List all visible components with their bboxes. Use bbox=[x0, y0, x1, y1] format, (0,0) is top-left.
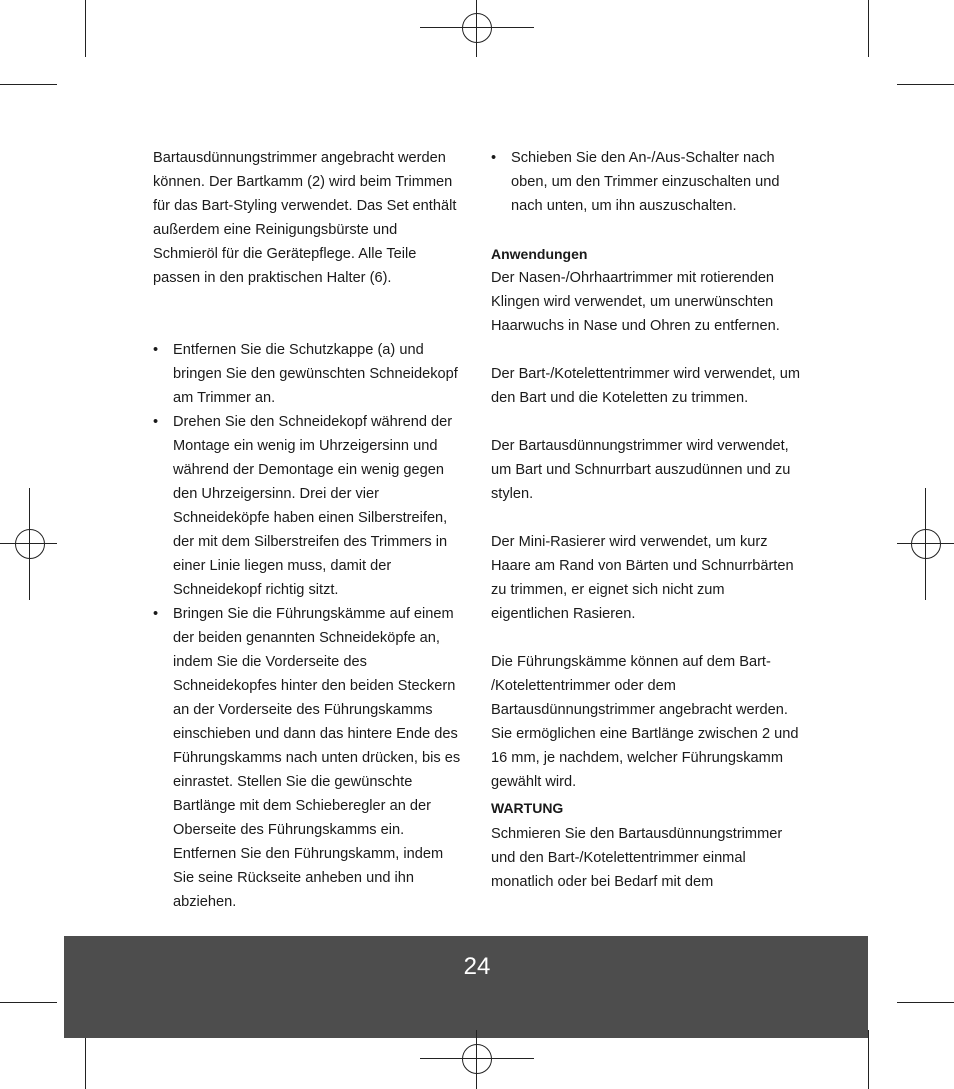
list-item: • Bringen Sie die Führungskämme auf einem der beiden genannten Schneideköpfe an, indem Sie die Vorderseite des Schneidekopfes hinter den beiden Steckern an der Vorderseite des Führungskamms einschieben und dann das hintere Ende des Führungskamms nach unten drücken, bis es einrastet. Stellen Sie die gewünschte Bartlänge mit dem Schieberegler an der Oberseite des Führungskamms ein. Entfernen Sie den Führungskamm, indem Sie seine Rückseite anheben und ihn abziehen. bbox=[153, 602, 465, 914]
list-item: • Entfernen Sie die Schutzkappe (a) und bringen Sie den gewünschten Schneidekopf am Trimmer an. bbox=[153, 338, 465, 410]
usage-paragraph: Der Bart-/Kotelettentrimmer wird verwendet, um den Bart und die Koteletten zu trimmen. bbox=[491, 366, 800, 406]
section-heading-usage: Anwendungen bbox=[491, 246, 588, 262]
bullet-icon: • bbox=[491, 150, 497, 166]
bullet-icon: • bbox=[153, 414, 159, 430]
section-heading-maintenance: WARTUNG bbox=[491, 800, 564, 816]
bullet-icon: • bbox=[153, 606, 159, 622]
switch-instruction-list bbox=[491, 146, 806, 218]
left-column bbox=[153, 146, 465, 914]
list-item: • Schieben Sie den An-/Aus-Schalter nach oben, um den Trimmer einzuschalten und nach unten, um ihn auszuschalten. bbox=[491, 146, 806, 218]
usage-paragraph: Der Mini-Rasierer wird verwendet, um kurz Haare am Rand von Bärten und Schnurrbärten zu trimmen, er eignet sich nicht zum eigentlichen Rasieren. bbox=[491, 534, 794, 622]
bullet-icon: • bbox=[153, 342, 159, 358]
page-number: 24 bbox=[463, 953, 491, 980]
maintenance-paragraph: Schmieren Sie den Bartausdünnungstrimmer und den Bart-/Kotelettentrimmer einmal monatlich oder bei Bedarf mit dem bbox=[491, 826, 783, 890]
right-column bbox=[491, 146, 806, 894]
instruction-list bbox=[153, 338, 465, 914]
list-item: • Drehen Sie den Schneidekopf während der Montage ein wenig im Uhrzeigersinn und während der Demontage ein wenig gegen den Uhrzeigersinn. Drei der vier Schneideköpfe haben einen Silberstreifen, der mit dem Silberstreifen des Trimmers in einer Linie liegen muss, damit der Schneidekopf richtig sitzt. bbox=[153, 410, 465, 602]
intro-paragraph: Bartausdünnungstrimmer angebracht werden können. Der Bartkamm (2) wird beim Trimmen für das Bart-Styling verwendet. Das Set enthält außerdem eine Reinigungsbürste und Schmieröl für die Gerätepflege. Alle Teile passen in den praktischen Halter (6). bbox=[153, 150, 457, 286]
usage-paragraph: Der Nasen-/Ohrhaartrimmer mit rotierenden Klingen wird verwendet, um unerwünschten Haarwuchs in Nase und Ohren zu entfernen. bbox=[491, 270, 780, 334]
usage-paragraph: Die Führungskämme können auf dem Bart- /Kotelettentrimmer oder dem Bartausdünnungstrimmer angebracht werden. Sie ermöglichen eine Bartlänge zwischen 2 und 16 mm, je nachdem, welcher Führungskamm gewählt wird. bbox=[491, 654, 799, 790]
usage-paragraph: Der Bartausdünnungstrimmer wird verwendet, um Bart und Schnurrbart auszudünnen und zu stylen. bbox=[491, 438, 791, 502]
